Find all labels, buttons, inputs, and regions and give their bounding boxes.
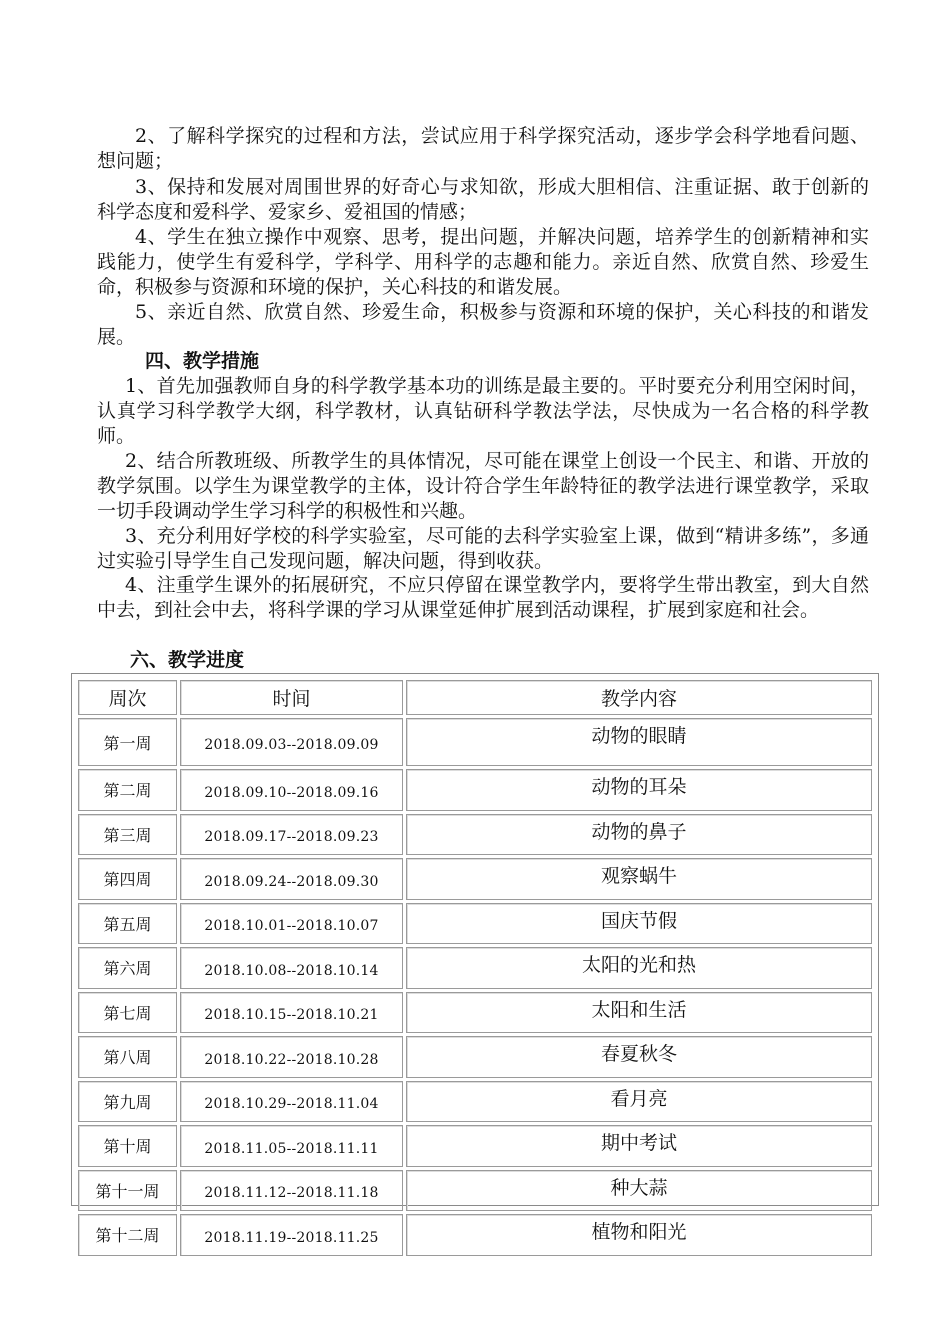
- date-range-cell: 2018.10.01--2018.10.07: [180, 903, 403, 945]
- goal-paragraph-5: 5、亲近自然、欣赏自然、珍爱生命，积极参与资源和环境的保护，关心科技的和谐发展。: [97, 301, 869, 349]
- lesson-cell: 春夏秋冬: [406, 1036, 872, 1078]
- week-cell: 第二周: [78, 769, 177, 811]
- week-cell: 第六周: [78, 947, 177, 989]
- week-cell: 第十二周: [78, 1214, 177, 1256]
- week-cell: 第四周: [78, 858, 177, 900]
- lesson-cell: 看月亮: [406, 1081, 872, 1123]
- measure-paragraph-2: 2、结合所教班级、所教学生的具体情况，尽可能在课堂上创设一个民主、和谐、开放的教学氛围。以学生为课堂教学的主体，设计符合学生年龄特征的教学法进行课堂教学，采取一切手段调动学生学习科学的积极性和兴趣。: [97, 450, 869, 523]
- goal-paragraph-4: 4、学生在独立操作中观察、思考，提出问题，并解决问题，培养学生的创新精神和实践能力，使学生有爱科学，学科学、用科学的志趣和能力。亲近自然、欣赏自然、珍爱生命，积极参与资源和环境的保护，关心科技的和谐发展。: [97, 226, 869, 299]
- header-content: 教学内容: [406, 680, 872, 715]
- date-range-cell: 2018.10.15--2018.10.21: [180, 992, 403, 1034]
- date-range-cell: 2018.09.03--2018.09.09: [180, 718, 403, 766]
- measure-paragraph-3: 3、充分利用好学校的科学实验室，尽可能的去科学实验室上课，做到“精讲多练”，多通过实验引导学生自己发现问题，解决问题，得到收获。: [97, 525, 869, 573]
- lesson-cell: 植物和阳光: [406, 1214, 872, 1256]
- table-row: [78, 769, 872, 811]
- date-range-cell: 2018.11.19--2018.11.25: [180, 1214, 403, 1256]
- header-time: 时间: [180, 680, 403, 715]
- table-row: [78, 814, 872, 856]
- lesson-cell: 太阳和生活: [406, 992, 872, 1034]
- table-row: [78, 1036, 872, 1078]
- date-range-cell: 2018.10.22--2018.10.28: [180, 1036, 403, 1078]
- schedule-table: [75, 677, 875, 1259]
- lesson-cell: 观察蜗牛: [406, 858, 872, 900]
- table-row: [78, 992, 872, 1034]
- goal-paragraph-2: 2、了解科学探究的过程和方法，尝试应用于科学探究活动，逐步学会科学地看问题、想问题；: [97, 125, 869, 173]
- week-cell: 第三周: [78, 814, 177, 856]
- week-cell: 第十周: [78, 1125, 177, 1167]
- table-row: [78, 903, 872, 945]
- week-cell: 第一周: [78, 718, 177, 766]
- schedule-table-frame: [71, 673, 879, 1246]
- date-range-cell: 2018.09.10--2018.09.16: [180, 769, 403, 811]
- lesson-cell: 太阳的光和热: [406, 947, 872, 989]
- date-range-cell: 2018.10.08--2018.10.14: [180, 947, 403, 989]
- lesson-cell: 期中考试: [406, 1125, 872, 1167]
- week-cell: 第九周: [78, 1081, 177, 1123]
- table-row: [78, 1081, 872, 1123]
- table-row: [78, 947, 872, 989]
- lesson-cell: 国庆节假: [406, 903, 872, 945]
- week-cell: 第八周: [78, 1036, 177, 1078]
- section-heading-teaching-schedule: 六、教学进度: [130, 649, 245, 671]
- week-cell: 第七周: [78, 992, 177, 1034]
- section-heading-teaching-measures: 四、教学措施: [145, 350, 260, 372]
- goal-paragraph-3: 3、保持和发展对周围世界的好奇心与求知欲，形成大胆相信、注重证据、敢于创新的科学态度和爱科学、爱家乡、爱祖国的情感；: [97, 176, 869, 224]
- measure-paragraph-4: 4、注重学生课外的拓展研究，不应只停留在课堂教学内，要将学生带出教室，到大自然中去，到社会中去，将科学课的学习从课堂延伸扩展到活动课程，扩展到家庭和社会。: [97, 574, 869, 622]
- lesson-cell: 动物的鼻子: [406, 814, 872, 856]
- table-header-row: [78, 680, 872, 715]
- week-cell: 第十一周: [78, 1170, 177, 1212]
- table-row: [78, 1214, 872, 1256]
- table-row: [78, 1125, 872, 1167]
- date-range-cell: 2018.11.05--2018.11.11: [180, 1125, 403, 1167]
- schedule-table-body: [78, 718, 872, 1256]
- lesson-cell: 种大蒜: [406, 1170, 872, 1212]
- header-week: 周次: [78, 680, 177, 715]
- measure-paragraph-1: 1、首先加强教师自身的科学教学基本功的训练是最主要的。平时要充分利用空闲时间，认真学习科学教学大纲，科学教材，认真钻研科学教法学法，尽快成为一名合格的科学教师。: [97, 375, 869, 448]
- date-range-cell: 2018.09.17--2018.09.23: [180, 814, 403, 856]
- date-range-cell: 2018.11.12--2018.11.18: [180, 1170, 403, 1212]
- week-cell: 第五周: [78, 903, 177, 945]
- table-row: [78, 1170, 872, 1212]
- date-range-cell: 2018.10.29--2018.11.04: [180, 1081, 403, 1123]
- table-row: [78, 718, 872, 766]
- lesson-cell: 动物的眼睛: [406, 718, 872, 766]
- date-range-cell: 2018.09.24--2018.09.30: [180, 858, 403, 900]
- table-row: [78, 858, 872, 900]
- lesson-cell: 动物的耳朵: [406, 769, 872, 811]
